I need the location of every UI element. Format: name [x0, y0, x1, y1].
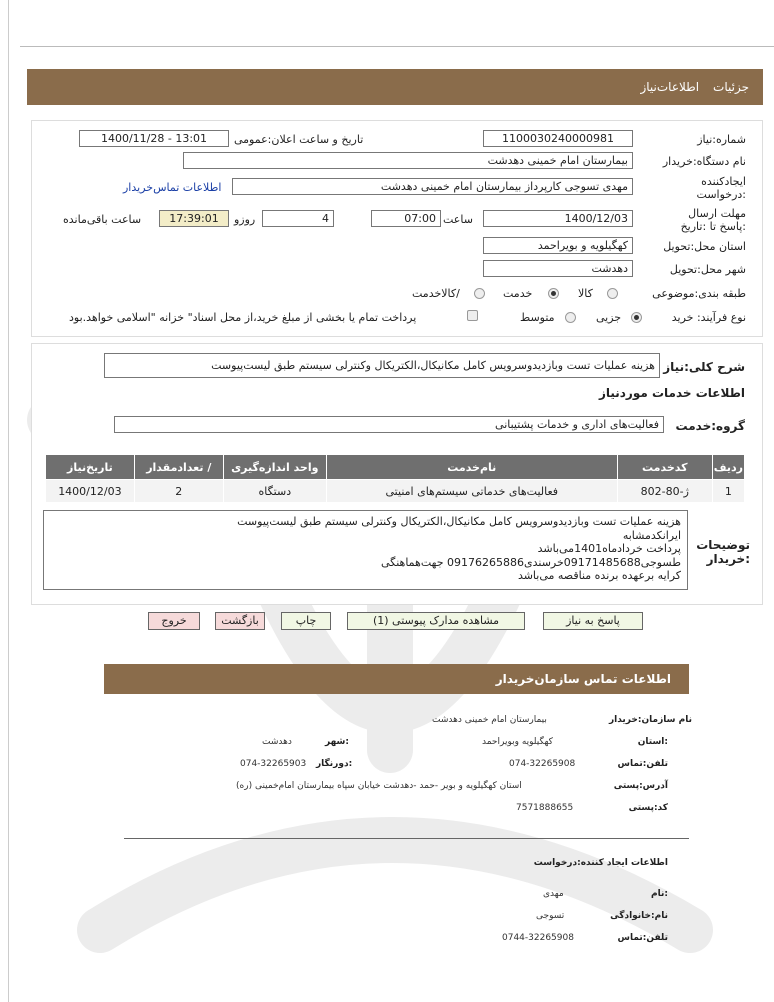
buyer-note-line: طسوجی09171485688خرسندی09176265886 جهت‌هماهنگی	[380, 555, 681, 569]
page-left-border	[8, 0, 9, 1002]
process-radio-medium[interactable]	[565, 312, 576, 323]
announce-label: تاریخ و ساعت اعلان:عمومی	[234, 133, 364, 146]
creator-name-label: :نام	[651, 889, 668, 899]
general-desc-label: شرح کلی:نیاز	[663, 360, 745, 374]
contact-province-label: :استان	[637, 737, 668, 747]
creator-phone-label: تلفن:تماس	[617, 933, 668, 943]
contact-phone-value: 074-32265908	[509, 759, 576, 769]
days-label: روزو	[234, 213, 256, 226]
category-radio-goods-service[interactable]	[474, 288, 485, 299]
tab-details[interactable]: جزئیات	[713, 80, 749, 94]
category-service-label: خدمت	[503, 287, 533, 300]
buyer-note-line: ایرانکدمشابه	[622, 528, 681, 542]
print-button[interactable]: چاپ	[281, 612, 331, 630]
creator-field: مهدی تسوجی کارپرداز بیمارستان امام خمینی دهدشت	[232, 178, 633, 195]
services-table	[45, 454, 745, 503]
back-button[interactable]: بازگشت	[215, 612, 265, 630]
cell-code: ژ-80-802	[617, 480, 712, 503]
buyer-note-line: کرایه برعهده برنده مناقصه می‌باشد	[517, 569, 681, 582]
category-goods-service-label: /کالاخدمت	[412, 287, 460, 300]
creator-label: ایجادکننده :درخواست	[696, 175, 746, 201]
general-desc-field: هزینه عملیات تست وبازدیدوسرویس کامل مکانیکال،الکتریکال وکنترلی سیستم طبق لیست‌پیوست	[104, 353, 660, 378]
view-attachments-button[interactable]: مشاهده مدارک پیوستی (1)	[347, 612, 525, 630]
buyer-org-label: نام دستگاه:خریدار	[662, 155, 746, 168]
buyer-notes-label: توضیحات :خریدار	[696, 538, 750, 566]
col-row: ردیف	[712, 455, 744, 480]
buyer-note-line: پرداخت خردادماه1401می‌باشد	[537, 542, 681, 555]
contact-address-value: استان کهگیلویه و بویر -حمد -دهدشت خیابان سپاه بیمارستان امام‌خمینی (ره)	[236, 781, 522, 791]
col-unit: واحد اندازه‌گیری	[223, 455, 326, 480]
creator-name-value: مهدی	[543, 889, 564, 899]
reply-button[interactable]: پاسخ به نیاز	[543, 612, 643, 630]
service-group-field: فعالیت‌های اداری و خدمات پشتیبانی	[114, 416, 664, 433]
deadline-date-field: 1400/12/03	[483, 210, 633, 227]
buyer-org-field: بیمارستان امام خمینی دهدشت	[183, 152, 633, 169]
buyer-contact-link[interactable]: اطلاعات تماس‌خریدار	[123, 181, 222, 194]
deadline-time-field: 07:00	[371, 210, 441, 227]
days-field: 4	[262, 210, 334, 227]
contact-phone-label: تلفن:تماس	[617, 759, 668, 769]
creator-section-title: اطلاعات ایجاد کننده:درخواست	[533, 858, 668, 868]
deadline-time-label: ساعت	[443, 213, 473, 226]
process-radio-minor[interactable]	[631, 312, 642, 323]
contact-address-label: آدرس:پستی	[613, 781, 668, 791]
province-label: استان محل:تحویل	[663, 240, 746, 253]
cell-row: 1	[712, 480, 744, 503]
creator-family-label: نام:خانوادگی	[610, 911, 668, 921]
col-qty: / تعدادمقدار	[134, 455, 223, 480]
category-radio-goods[interactable]	[607, 288, 618, 299]
col-date: تاریخ‌نیاز	[46, 455, 135, 480]
process-medium-label: متوسط	[520, 311, 555, 324]
tabs-header	[27, 69, 763, 105]
cell-qty: 2	[134, 480, 223, 503]
process-minor-label: جزیی	[596, 311, 622, 324]
col-name: نام‌خدمت	[326, 455, 617, 480]
tab-need-info[interactable]: اطلاعات‌نیاز	[640, 80, 700, 94]
payment-checkbox[interactable]	[467, 310, 478, 321]
contact-org-value: بیمارستان امام خمینی دهدشت	[432, 715, 547, 725]
remaining-time-field: 17:39:01	[159, 210, 229, 227]
category-goods-label: کالا	[578, 287, 593, 300]
city-field: دهدشت	[483, 260, 633, 277]
table-row	[46, 480, 745, 503]
city-label: شهر محل:تحویل	[669, 263, 746, 276]
announce-field: 1400/11/28 - 13:01	[79, 130, 229, 147]
col-code: کدخدمت	[617, 455, 712, 480]
contact-postal-value: 7571888655	[516, 803, 574, 813]
cell-date: 1400/12/03	[46, 480, 135, 503]
province-field: کهگیلویه و بویراحمد	[483, 237, 633, 254]
contact-province-value: کهگیلویه وبویراحمد	[482, 737, 553, 747]
top-divider	[20, 46, 774, 47]
contact-fax-value: 074-32265903	[240, 759, 307, 769]
buyer-note-line: هزینه عملیات تست وبازدیدوسرویس کامل مکانیکال،الکتریکال وکنترلی سیستم طبق لیست‌پیوست	[237, 515, 681, 528]
contact-city-label: :شهر	[325, 737, 349, 747]
services-title: اطلاعات خدمات موردنیاز	[598, 386, 745, 400]
exit-button[interactable]: خروج	[148, 612, 200, 630]
process-label: نوع فرآیند: خرید	[671, 311, 746, 324]
deadline-label: مهلت ارسال :پاسخ تا :تاریخ	[680, 207, 746, 233]
service-group-label: گروه:خدمت	[675, 419, 745, 433]
contact-fax-label: :دورنگار	[316, 759, 353, 769]
contact-postal-label: کد:پستی	[628, 803, 668, 813]
contact-section-title: اطلاعات تماس سازمان‌خریدار	[495, 672, 671, 686]
contact-section-header	[104, 664, 689, 694]
category-radio-service[interactable]	[548, 288, 559, 299]
remaining-label: ساعت باقی‌مانده	[63, 213, 142, 226]
contact-org-label: نام سازمان:خریدار	[608, 715, 692, 725]
contact-city-value: دهدشت	[262, 737, 292, 747]
creator-phone-value: 0744-32265908	[502, 933, 574, 943]
payment-note: پرداخت تمام یا بخشی از مبلغ خرید،از محل اسناد" خزانه "اسلامی خواهد.بود	[69, 311, 417, 324]
services-table-header	[46, 455, 745, 480]
creator-family-value: تسوجی	[536, 911, 565, 921]
buyer-notes-field	[43, 510, 688, 590]
category-label: طبقه بندی:موضوعی	[652, 287, 746, 300]
need-number-label: شماره:نیاز	[697, 133, 746, 146]
contact-divider	[124, 838, 689, 839]
need-number-field: 1100030240000981	[483, 130, 633, 147]
cell-name: فعالیت‌های خدماتی سیستم‌های امنیتی	[326, 480, 617, 503]
cell-unit: دستگاه	[223, 480, 326, 503]
